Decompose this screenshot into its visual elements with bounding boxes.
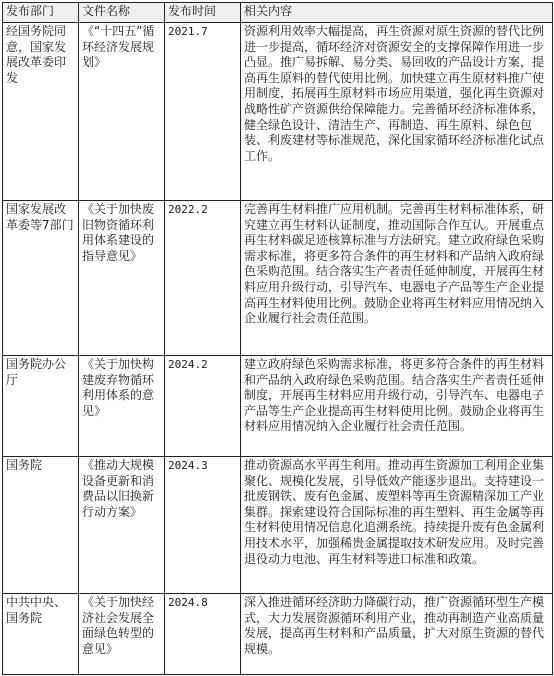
- cell-date: 2024.8: [165, 594, 241, 675]
- cell-dept: 国务院办公厅: [3, 356, 79, 457]
- cell-content: 资源利用效率大幅提高，再生资源对原生资源的替代比例进一步提高，循环经济对资源安全的支撑保障作用进一步凸显。推广易拆解、易分类、易回收的产品设计方案，提高再生原料的替代使用比例。加快建立再生原材料推广使用制度，拓展再生原材料市场应用渠道，强化再生资源对战略性矿产资源供给保障能力。完善循环经济标准体系，健全绿色设计、清洁生产、再制造、再生原料、绿色包装、利废建材等标准规范，深化国家循环经济标准化试点工作。: [241, 23, 553, 201]
- header-content: 相关内容: [241, 3, 553, 23]
- cell-dept: 中共中央、国务院: [3, 594, 79, 675]
- header-row: [3, 3, 553, 23]
- cell-doc: 《关于加快废旧物资循环利用体系建设的指导意见》: [79, 201, 165, 356]
- cell-date: 2022.2: [165, 201, 241, 356]
- table-row: [3, 457, 553, 594]
- cell-doc: 《关于加快构建废弃物循环利用体系的意见》: [79, 356, 165, 457]
- cell-dept: 国务院: [3, 457, 79, 594]
- table-row: [3, 356, 553, 457]
- table-row: [3, 23, 553, 201]
- cell-content: 完善再生材料推广应用机制。完善再生材料标准体系，研究建立再生材料认证制度，推动国际合作互认。开展重点再生材料碳足迹核算标准与方法研究。建立政府绿色采购需求标准，将更多符合条件的再生材料和产品纳入政府绿色采购范围。结合落实生产者责任延伸制度，开展再生材料应用升级行动，引导汽车、电器电子产品等生产企业提高再生材料使用比例。鼓励企业将再生材料应用情况纳入企业履行社会责任范围。: [241, 201, 553, 356]
- cell-doc: 《关于加快经济社会发展全面绿色转型的意见》: [79, 594, 165, 675]
- cell-doc: 《推动大规模设备更新和消费品以旧换新行动方案》: [79, 457, 165, 594]
- cell-dept: 国家发展改革委等7部门: [3, 201, 79, 356]
- cell-content: 深入推进循环经济助力降碳行动，推广资源循环型生产模式，大力发展资源循环利用产业，推动再制造产业高质量发展，提高再生材料和产品质量，扩大对原生资源的替代规模。: [241, 594, 553, 675]
- table-row: [3, 201, 553, 356]
- policy-table: [2, 2, 553, 675]
- cell-content: 推动资源高水平再生利用。推动再生资源加工利用企业集聚化、规模化发展，引导低效产能逐步退出。支持建设一批废钢铁、废有色金属、废塑料等再生资源精深加工产业集群。探索建设符合国际标准的再生塑料、再生金属等再生材料使用情况信息化追溯系统。持续提升废有色金属利用技术水平，加强稀贵金属提取技术研发应用。及时完善退役动力电池、再生材料等进口标准和政策。: [241, 457, 553, 594]
- header-doc: 文件名称: [79, 3, 165, 23]
- cell-dept: 经国务院同意，国家发展改革委印发: [3, 23, 79, 201]
- cell-content: 建立政府绿色采购需求标准，将更多符合条件的再生材料和产品纳入政府绿色采购范围。结合落实生产者责任延伸制度，开展再生材料应用升级行动，引导汽车、电器电子产品等生产企业提高再生材料使用比例。鼓励企业将再生材料应用情况纳入企业履行社会责任范围。: [241, 356, 553, 457]
- cell-date: 2024.3: [165, 457, 241, 594]
- cell-date: 2024.2: [165, 356, 241, 457]
- cell-date: 2021.7: [165, 23, 241, 201]
- cell-doc: 《“十四五”循环经济发展规划》: [79, 23, 165, 201]
- header-date: 发布时间: [165, 3, 241, 23]
- table-row: [3, 594, 553, 675]
- header-dept: 发布部门: [3, 3, 79, 23]
